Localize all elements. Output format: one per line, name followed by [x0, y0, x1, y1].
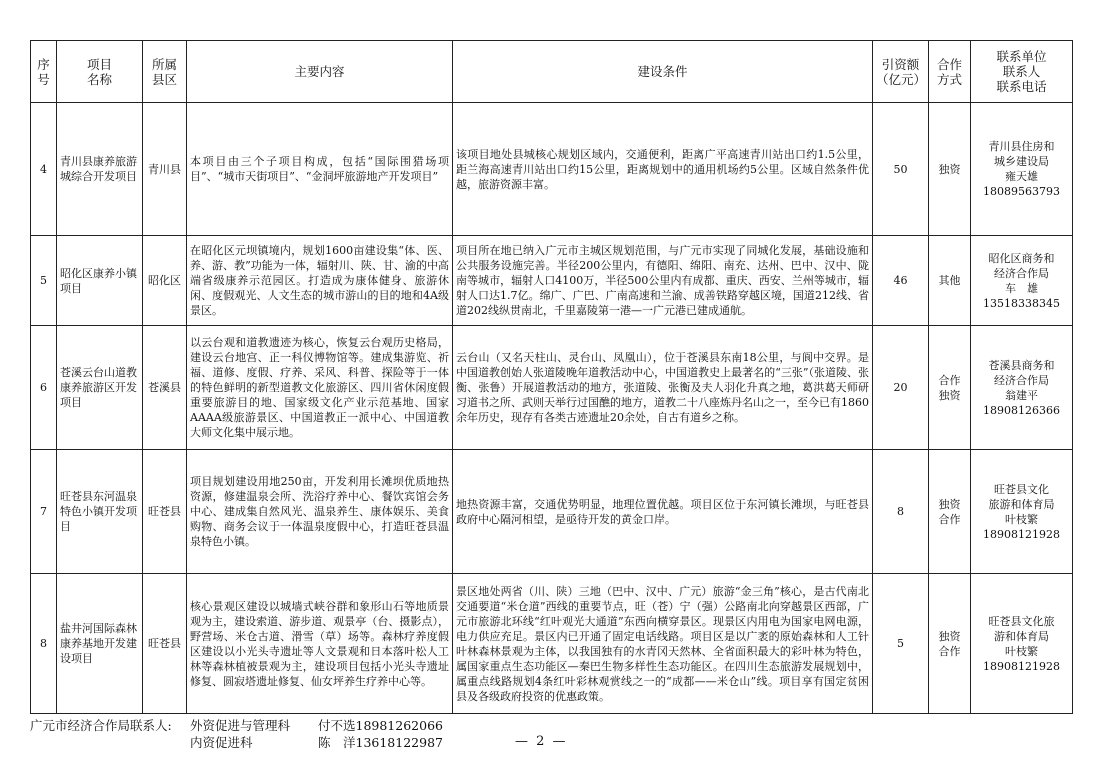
- page-number: — 2 —: [515, 734, 568, 749]
- row-county: 青川县: [143, 103, 187, 236]
- row-content: 本项目由三个子项目构成，包括“国际围猎场项目”、“城市天街项目”、“金洞坪旅游地产开发项目”: [187, 103, 453, 236]
- row-content: 以云台观和道教遗迹为核心，恢复云台观历史格局，建设云台地宫、正一科仪博物馆等。建成集游览、祈福、道修、度假、疗养、采风、科普、探险等于一体的特色鲜明的新型道教文化旅游区、四川省休闲度假重要旅游目的地、国家级文化产业示范基地、国家AAAA级旅游景区、中国道教正一派中心、中国道教大师文化集中展示地。: [187, 326, 453, 450]
- footer-person-foreign: 付不选18981262066: [318, 718, 443, 733]
- row-investment: 46: [873, 236, 929, 326]
- header-content: 主要内容: [187, 41, 453, 103]
- table-header-row: [31, 41, 1073, 103]
- row-investment: 5: [873, 574, 929, 714]
- row-name: 盐井河国际森林康养基地开发建设项目: [57, 574, 143, 714]
- row-county: 苍溪县: [143, 326, 187, 450]
- row-no: 6: [31, 326, 57, 450]
- row-conditions: 地热资源丰富，交通优势明显，地理位置优越。项目区位于东河镇长滩坝，与旺苍县政府中心隔河相望，是亟待开发的黄金口岸。: [453, 450, 873, 574]
- header-name: 项目 名称: [57, 41, 143, 103]
- header-mode: 合作 方式: [929, 41, 971, 103]
- table-row: [31, 450, 1073, 574]
- footer-contacts: [30, 717, 443, 751]
- table-row: [31, 326, 1073, 450]
- row-mode: 其他: [929, 236, 971, 326]
- row-content: 核心景观区建设以城墙式峡谷群和象形山石等地质景观为主，建设索道、游步道、观景亭（台、摄影点），野营场、米仓古道、滑雪（草）场等。森林疗养度假区建设以小光头寺遗址等人文景观和日本落叶松人工林等森林植被景观为主，建设项目包括小光头寺遗址修复、圆寂塔遗址修复、仙女坪养生疗养中心等。: [187, 574, 453, 714]
- row-contact: 旺苍县文化旅 游和体育局 叶枝繁 18908121928: [971, 574, 1073, 714]
- footer-line-1: [30, 717, 443, 734]
- row-no: 5: [31, 236, 57, 326]
- header-contact: 联系单位 联系人 联系电话: [971, 41, 1073, 103]
- footer-person-domestic: 陈 洋13618122987: [318, 735, 443, 750]
- row-conditions: 景区地处两省（川、陕）三地（巴中、汉中、广元）旅游“金三角”核心，是古代南北交通要道“米仓道”西线的重要节点，旺（苍）宁（强）公路南北向穿越景区西部，广元市旅游北环线“红叶观光大通道”东西向横穿景区。现景区内用电为国家电网电源，电力供应充足。景区内已开通了固定电话线路。项目区是以广袤的原始森林和人工针叶林森林景观为主体，以我国独有的水青冈天然林、全省面积最大的彩叶林为特色，属国家重点生态功能区—秦巴生物多样性生态功能区。在四川生态旅游发展规划中，属重点线路规划4条红叶彩林观赏线之一的“成都——米仓山”线。项目享有国定贫困县及各级政府投资的优惠政策。: [453, 574, 873, 714]
- row-contact: 青川县住房和 城乡建设局 雍天雄 18089563793: [971, 103, 1073, 236]
- footer-dept-domestic: 内资促进科: [190, 735, 253, 750]
- row-no: 8: [31, 574, 57, 714]
- row-contact: 旺苍县文化 旅游和体育局 叶枝繁 18908121928: [971, 450, 1073, 574]
- row-mode: 独资 合作: [929, 450, 971, 574]
- row-contact: 苍溪县商务和 经济合作局 翁建平 18908126366: [971, 326, 1073, 450]
- footer-dept-foreign: 外资促进与管理科: [190, 718, 291, 733]
- row-investment: 20: [873, 326, 929, 450]
- header-conditions: 建设条件: [453, 41, 873, 103]
- row-conditions: 项目所在地已纳入广元市主城区规划范围，与广元市实现了同城化发展，基础设施和公共服务设施完善。半径200公里内，有德阳、绵阳、南充、达州、巴中、汉中、陇南等城市，辐射人口4100万，半径500公里内有成都、重庆、西安、兰州等城市，辐射人口达1.7亿。绵广、广巴、广南高速和兰渝、成善铁路穿越区境，国道212线、省道202线纵贯南北，千里嘉陵第一港—一广元港已建成通航。: [453, 236, 873, 326]
- row-county: 旺苍县: [143, 450, 187, 574]
- footer-line-2: [30, 734, 443, 751]
- row-conditions: 云台山（又名天柱山、灵台山、凤凰山），位于苍溪县东南18公里，与阆中交界。是中国道教创始人张道陵晚年道教活动中心，中国道教史上最著名的“三张”（张道陵、张衡、张鲁）开展道教活动的地方，张道陵、张衡及夫人羽化升真之地，葛洪葛天师研习道书之所、武则天举行过国醮的地方，道教二十八座炼丹名山之一，至今已有1860余年历史，现存有各类古迹遗址20余处，自古有道乡之称。: [453, 326, 873, 450]
- row-name: 青川县康养旅游城综合开发项目: [57, 103, 143, 236]
- row-no: 7: [31, 450, 57, 574]
- project-table: [30, 40, 1073, 714]
- header-county: 所属 县区: [143, 41, 187, 103]
- row-mode: 合作 独资: [929, 326, 971, 450]
- row-name: 苍溪云台山道教康养旅游区开发项目: [57, 326, 143, 450]
- header-no: 序 号: [31, 41, 57, 103]
- table-row: [31, 236, 1073, 326]
- row-name: 昭化区康养小镇项目: [57, 236, 143, 326]
- row-county: 昭化区: [143, 236, 187, 326]
- row-content: 项目规划建设用地250亩，开发利用长滩坝优质地热资源，修建温泉会所、洗浴疗养中心、餐饮宾馆会务中心、建成集自然风光、温泉养生、康体娱乐、美食购物、商务会议于一体温泉度假中心，打造旺苍县温泉特色小镇。: [187, 450, 453, 574]
- row-conditions: 该项目地处县城核心规划区域内，交通便利，距离广平高速青川站出口约1.5公里，距兰海高速青川站出口约15公里，距离规划中的通用机场约5公里。区域自然条件优越，旅游资源丰富。: [453, 103, 873, 236]
- row-name: 旺苍县东河温泉特色小镇开发项目: [57, 450, 143, 574]
- row-content: 在昭化区元坝镇境内，规划1600亩建设集“体、医、养、游、教”功能为一体，辐射川、陕、甘、渝的中高端省级康养示范园区。打造成为康体健身、旅游休闲、度假观光、人文生态的城市游山的目的地和4A级景区。: [187, 236, 453, 326]
- row-mode: 独资: [929, 103, 971, 236]
- row-contact: 昭化区商务和 经济合作局 车 雄 13518338345: [971, 236, 1073, 326]
- row-county: 旺苍县: [143, 574, 187, 714]
- header-investment: 引资额 （亿元）: [873, 41, 929, 103]
- row-no: 4: [31, 103, 57, 236]
- row-mode: 独资 合作: [929, 574, 971, 714]
- row-investment: 50: [873, 103, 929, 236]
- table-row: [31, 103, 1073, 236]
- footer-label: 广元市经济合作局联系人:: [30, 718, 172, 733]
- table-row: [31, 574, 1073, 714]
- row-investment: 8: [873, 450, 929, 574]
